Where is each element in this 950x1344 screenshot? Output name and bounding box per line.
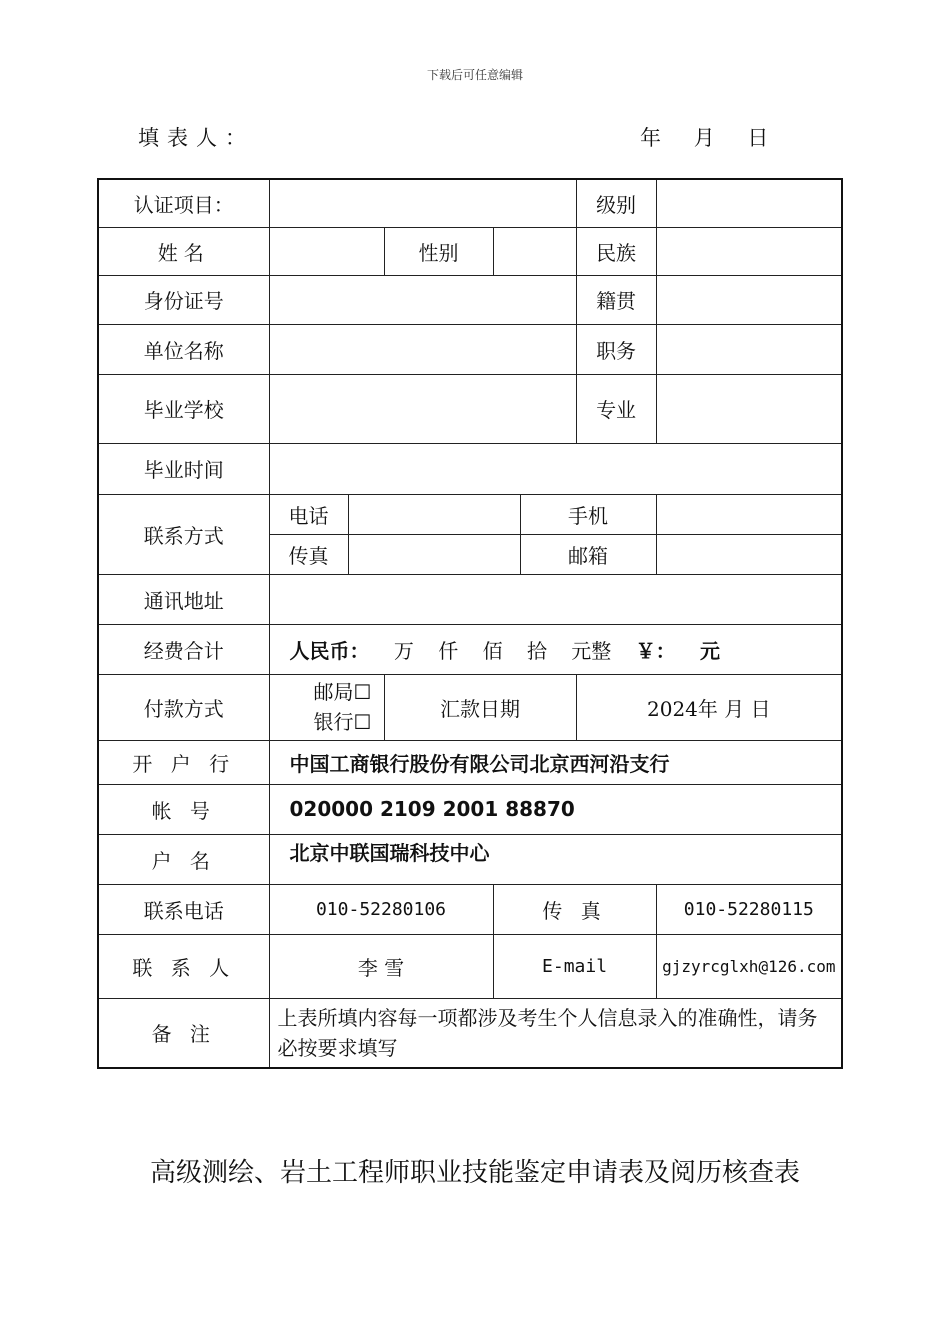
position-label: 职务 (576, 324, 656, 374)
application-form (97, 178, 843, 1069)
email-label: E-mail (493, 934, 656, 998)
native-place-field[interactable] (656, 275, 842, 324)
gender-label: 性别 (384, 227, 493, 275)
employer-label: 单位名称 (98, 324, 269, 374)
contact-fax-value: 010-52280115 (656, 884, 842, 934)
fee-total-field[interactable] (269, 624, 842, 674)
bank-value: 中国工商银行股份有限公司北京西河沿支行 (269, 740, 842, 784)
account-name-label: 户 名 (98, 834, 269, 884)
date-month: 月 (693, 126, 715, 150)
contact-phone-label: 联系电话 (98, 884, 269, 934)
cert-item-label: 认证项目： (98, 179, 269, 227)
date-line (640, 122, 794, 152)
id-number-field[interactable] (269, 275, 576, 324)
remark-label: 备 注 (98, 998, 269, 1068)
level-label: 级别 (576, 179, 656, 227)
phone-label: 电话 (269, 494, 348, 534)
contact-person-label: 联 系 人 (98, 934, 269, 998)
payment-options[interactable] (269, 674, 384, 740)
filler-label: 填表人： (138, 126, 254, 150)
date-year: 年 (640, 126, 661, 150)
contact-phone-value: 010-52280106 (269, 884, 493, 934)
ethnicity-field[interactable] (656, 227, 842, 275)
fee-rmb: 人民币： (289, 638, 370, 663)
remit-date-label: 汇款日期 (384, 674, 576, 740)
grad-time-field[interactable] (269, 443, 842, 494)
contact-person-value: 李 雪 (269, 934, 493, 998)
header-note: 下载后可任意编辑 (426, 68, 523, 82)
grad-time-label: 毕业时间 (98, 443, 269, 494)
school-field[interactable] (269, 374, 576, 443)
major-label: 专业 (576, 374, 656, 443)
account-name-value: 北京中联国瑞科技中心 (269, 834, 842, 884)
position-field[interactable] (656, 324, 842, 374)
contact-fax-label: 传 真 (493, 884, 656, 934)
remark-value: 上表所填内容每一项都涉及考生个人信息录入的准确性，请务必按要求填写 (269, 998, 842, 1068)
cert-item-field[interactable] (269, 179, 576, 227)
id-number-label: 身份证号 (98, 275, 269, 324)
account-label: 帐 号 (98, 784, 269, 834)
fee-unit-bai: 佰 (482, 638, 503, 663)
mailbox-field[interactable] (656, 534, 842, 574)
contact-label: 联系方式 (98, 494, 269, 574)
remit-date-value[interactable]: 2024年 月 日 (576, 674, 842, 740)
address-field[interactable] (269, 574, 842, 624)
address-label: 通讯地址 (98, 574, 269, 624)
fee-unit-qian: 仟 (438, 638, 459, 663)
mailbox-label: 邮箱 (520, 534, 656, 574)
fee-yen: ￥： (635, 638, 676, 663)
fee-unit-yuanzheng: 元整 (571, 638, 612, 663)
fax-field[interactable] (348, 534, 520, 574)
bank-label: 开 户 行 (98, 740, 269, 784)
fee-total-label: 经费合计 (98, 624, 269, 674)
bottom-title: 高级测绘、岩土工程师职业技能鉴定申请表及阅历核查表 (149, 1158, 800, 1188)
fee-unit-shi: 拾 (526, 638, 547, 663)
native-place-label: 籍贯 (576, 275, 656, 324)
payment-label: 付款方式 (98, 674, 269, 740)
mobile-label: 手机 (520, 494, 656, 534)
name-label: 姓名 (98, 227, 269, 275)
employer-field[interactable] (269, 324, 576, 374)
school-label: 毕业学校 (98, 374, 269, 443)
fee-yuan: 元 (700, 638, 721, 663)
account-value: 020000 2109 2001 88870 (269, 784, 842, 834)
post-office-option[interactable]: 邮局☐ (313, 680, 372, 704)
major-field[interactable] (656, 374, 842, 443)
phone-field[interactable] (348, 494, 520, 534)
mobile-field[interactable] (656, 494, 842, 534)
name-field[interactable] (269, 227, 384, 275)
bank-option[interactable]: 银行☐ (313, 710, 372, 734)
gender-field[interactable] (493, 227, 576, 275)
date-day: 日 (747, 126, 769, 150)
fee-unit-wan: 万 (393, 638, 414, 663)
ethnicity-label: 民族 (576, 227, 656, 275)
fax-label: 传真 (269, 534, 348, 574)
email-value: gjzyrcglxh@126.com (656, 934, 842, 998)
level-field[interactable] (656, 179, 842, 227)
